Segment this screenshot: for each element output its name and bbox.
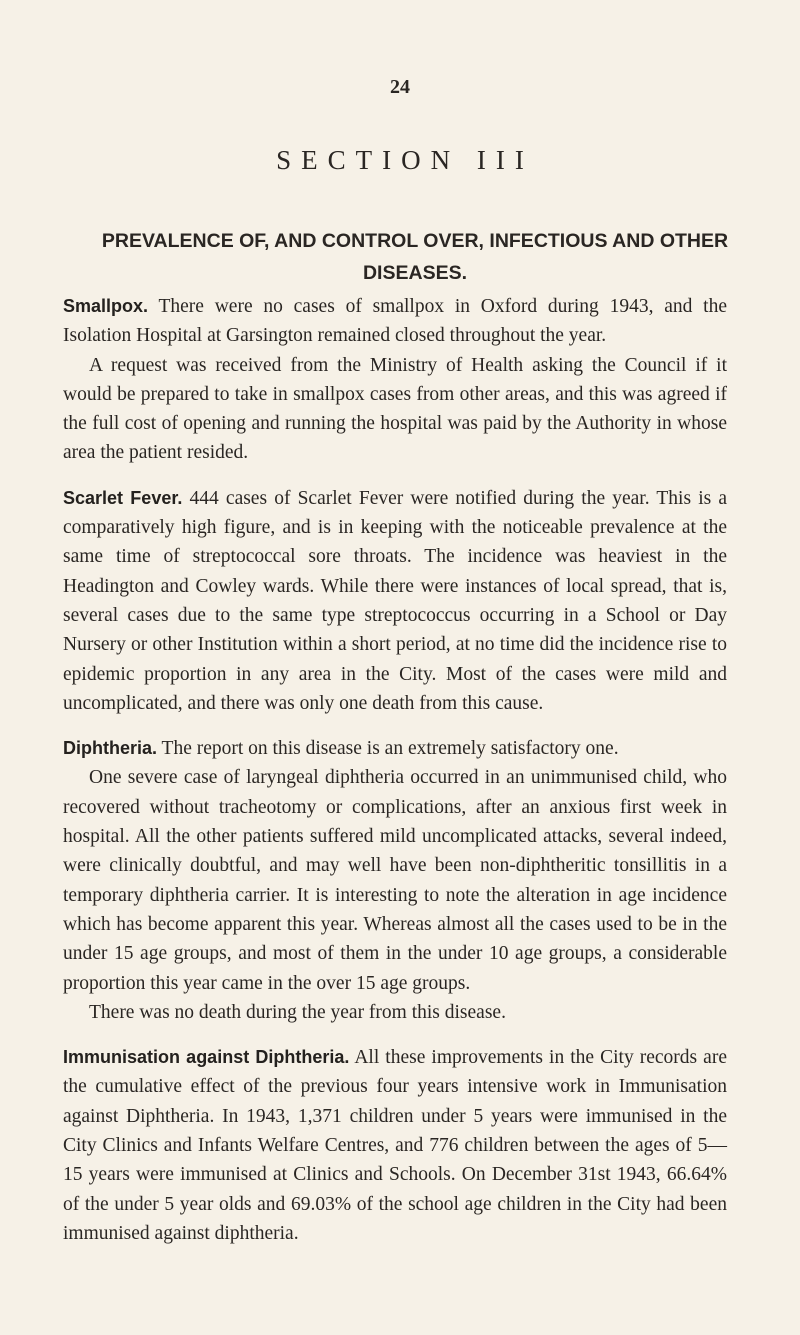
smallpox-heading: Smallpox. [63, 296, 149, 316]
diphtheria-text-3: There was no death during the year from this disease. [89, 1001, 506, 1023]
diphtheria-paragraph-3 [63, 998, 727, 1027]
scarlet-fever-heading: Scarlet Fever. [63, 487, 183, 508]
scarlet-fever-text-1: 444 cases of Scarlet Fever were notified during the year. This is a comparatively high figure, and is in keeping with the noticeable prevalence at the same time of streptococcal sore throats. The incidence was heaviest in the Headington and Cowley wards. While there were instances of local spread, that is, several cases due to the same type streptococcus occurring in a School or Day Nursery or other Institution within a short period, at no time did the incidence rise to epidemic proportion in any area in the City. Most of the cases were mild and uncomplicated, and there was only one death from this cause. [63, 487, 728, 714]
page-number: 24 [390, 76, 410, 98]
smallpox-text-1: There were no cases of smallpox in Oxford during 1943, and the Isolation Hospital at Garsington remained closed throughout the year. [63, 296, 727, 347]
immunisation-heading: Immunisation against Diphtheria. [63, 1047, 350, 1068]
diphtheria-paragraph-2 [63, 763, 727, 997]
smallpox-paragraph-2 [63, 351, 727, 468]
scarlet-fever-paragraph [63, 484, 727, 718]
diphtheria-text-2: One severe case of laryngeal diphtheria occurred in an unimmunised child, who recovered without tracheotomy or complications, after an anxious first week in hospital. All the other patients suffered mild uncomplicated attacks, several indeed, were clinically doubtful, and may well have been non-diphtheritic tonsillitis in a temporary diphtheria carrier. It is interesting to note the alteration in age incidence which has become apparent this year. Whereas almost all the cases used to be in the under 15 age groups, and most of them in the under 10 age groups, a considerable proportion this year came in the over 15 age groups. [63, 767, 727, 994]
immunisation-paragraph [63, 1043, 727, 1248]
immunisation-text-1: All these improvements in the City records are the cumulative effect of the previous four years intensive work in Immunisation against Diphtheria. In 1943, 1,371 children under 5 years were immunised in the City Clinics and Infants Welfare Centres, and 776 children between the ages of 5—15 years were immunised at Clinics and Schools. On December 31st 1943, 66.64% of the under 5 year olds and 69.03% of the school age children in the City had been immunised against diphtheria. [63, 1047, 727, 1244]
document-body [63, 292, 727, 1248]
section-title: SECTION III [276, 145, 534, 175]
main-title: PREVALENCE OF, AND CONTROL OVER, INFECTIOUS AND OTHER DISEASES. [101, 230, 729, 284]
diphtheria-heading: Diphtheria. [63, 738, 158, 759]
diphtheria-paragraph [63, 734, 727, 763]
smallpox-paragraph [63, 292, 727, 351]
smallpox-text-2: A request was received from the Ministry of Health asking the Council if it would be prepared to take in smallpox cases from other areas, and this was agreed if the full cost of opening and running the hospital was paid by the Authority in whose area the patient resided. [63, 354, 727, 464]
diphtheria-text-1: The report on this disease is an extremely satisfactory one. [161, 738, 619, 760]
